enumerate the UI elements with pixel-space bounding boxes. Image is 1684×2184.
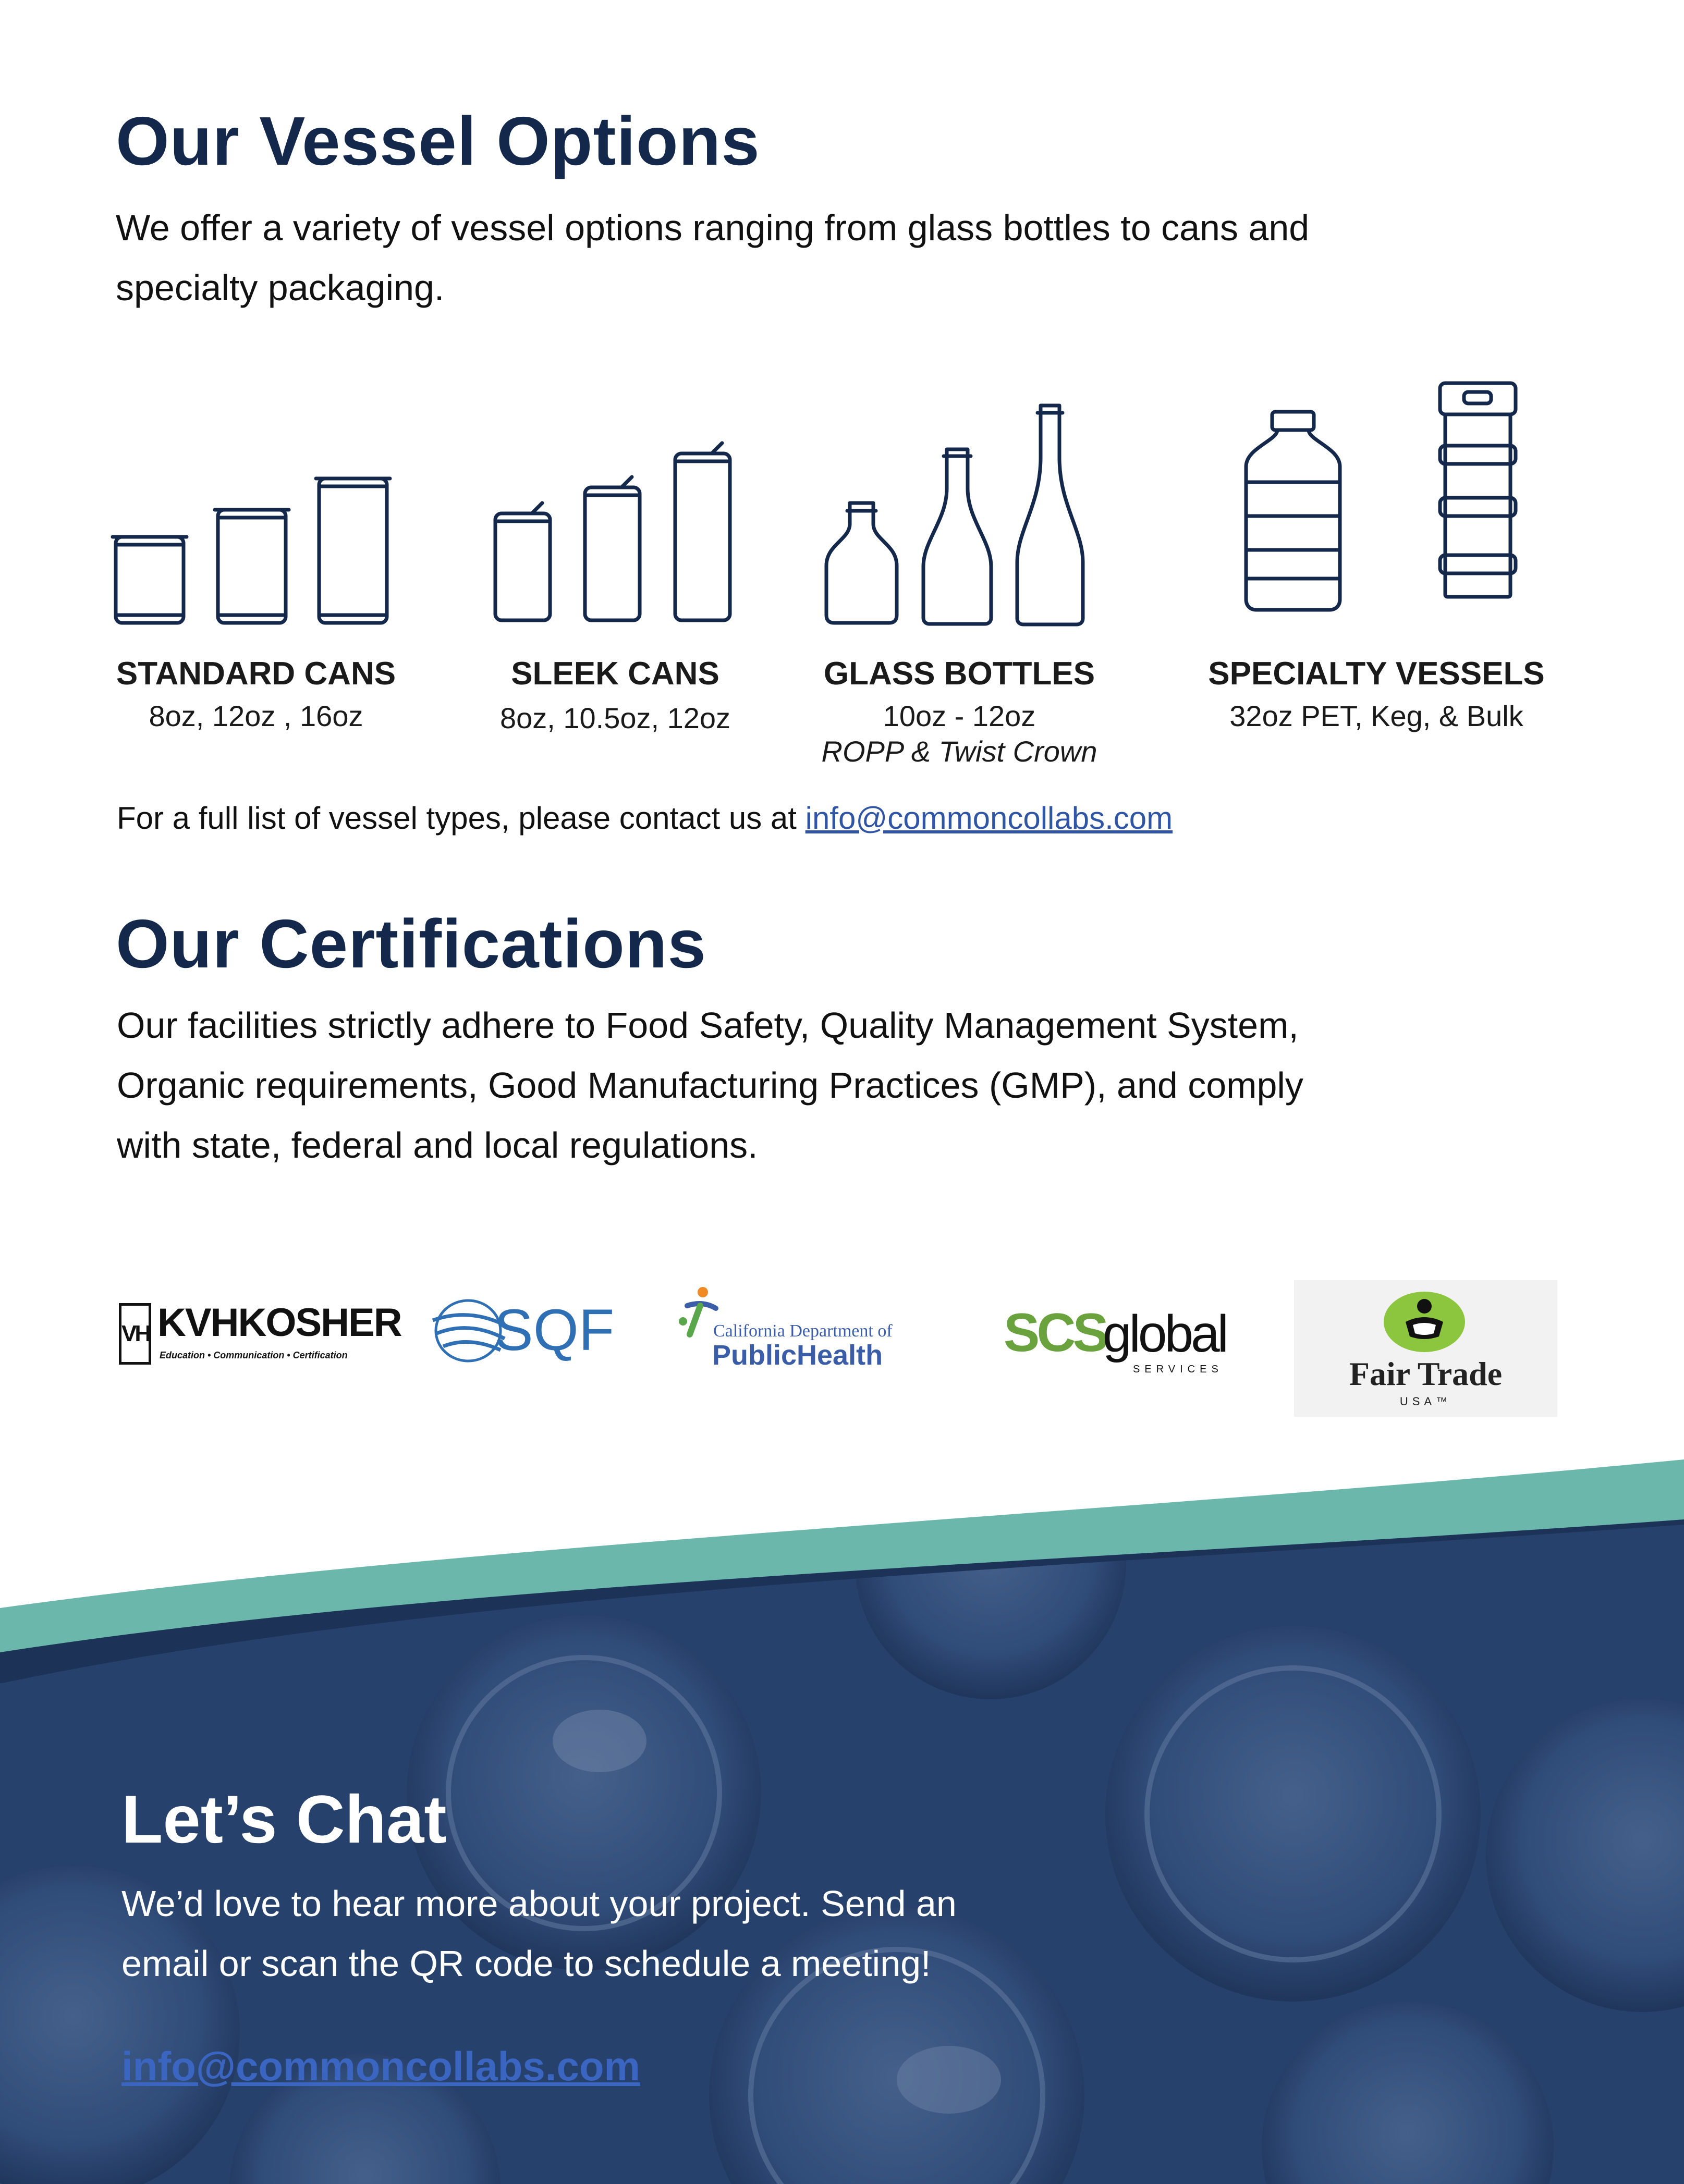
sleek-can-10-5oz-icon	[585, 477, 640, 620]
lets-chat-title: Let’s Chat	[121, 1781, 447, 1857]
vessel-contact-email-link[interactable]: info@commoncollabs.com	[805, 801, 1173, 836]
vessel-category-sizes-standard: 8oz, 12oz , 16oz	[149, 700, 363, 732]
lets-chat-text	[121, 1874, 1268, 1994]
certifications-title: Our Certifications	[116, 905, 706, 982]
vessel-intro-line-2: specialty packaging.	[116, 267, 445, 308]
certifications-line-2: Organic requirements, Good Manufacturing Practices (GMP), and comply	[117, 1065, 1303, 1106]
vessel-contact-line	[117, 803, 1173, 834]
vessel-category-note-glass: ROPP & Twist Crown	[821, 735, 1097, 768]
standard-can-16oz-icon	[316, 478, 390, 623]
glass-bottle-medium-icon	[923, 449, 991, 624]
glass-bottle-tall-icon	[1017, 406, 1083, 624]
certifications-line-3: with state, federal and local regulations.	[117, 1125, 758, 1165]
keg-icon	[1440, 383, 1516, 597]
vessel-category-title-glass: GLASS BOTTLES	[823, 656, 1095, 692]
kvh-name: KVHKOSHER	[157, 1300, 401, 1345]
vessel-category-sizes-specialty: 32oz PET, Keg, & Bulk	[1229, 700, 1523, 732]
standard-can-8oz-icon	[113, 537, 187, 623]
vessel-category-title-specialty: SPECIALTY VESSELS	[1208, 656, 1545, 692]
glass-bottle-small-icon	[826, 503, 897, 623]
scs-services-text: SERVICES	[1133, 1364, 1223, 1375]
vessel-contact-prefix: For a full list of vessel types, please contact us at	[117, 801, 806, 836]
fair-trade-logo	[1294, 1280, 1557, 1417]
sqf-logo	[428, 1292, 615, 1370]
vessel-options-intro	[116, 198, 1576, 318]
fair-trade-text: Fair Trade	[1349, 1355, 1503, 1392]
scs-global-logo	[1004, 1303, 1243, 1384]
kvh-tagline: Education • Communication • Certification	[160, 1350, 348, 1360]
certifications-text	[117, 996, 1629, 1175]
vessel-icons	[0, 365, 1684, 636]
pet-bottle-icon	[1246, 412, 1340, 610]
lets-chat-line-2: email or scan the QR code to schedule a meeting!	[121, 1943, 931, 1984]
lets-chat-line-1: We’d love to hear more about your project. Send an	[121, 1883, 957, 1924]
cdph-logo	[677, 1285, 948, 1371]
scs-global-text: global	[1103, 1305, 1226, 1363]
vessel-intro-line-1: We offer a variety of vessel options ranging from glass bottles to cans and	[116, 207, 1310, 248]
cdph-line-1: California Department of	[713, 1321, 893, 1341]
sqf-text: SQF	[494, 1297, 615, 1363]
vessel-category-sizes-glass: 10oz - 12oz	[883, 700, 1036, 732]
vessel-category-title-sleek: SLEEK CANS	[511, 656, 719, 692]
fair-trade-emblem-icon	[1383, 1291, 1466, 1353]
vessel-options-title: Our Vessel Options	[116, 103, 760, 179]
sleek-can-12oz-icon	[675, 443, 730, 620]
vessel-category-sizes-sleek: 8oz, 10.5oz, 12oz	[499, 702, 731, 734]
fair-trade-usa-text: USA™	[1399, 1395, 1452, 1408]
cdph-figure-icon	[677, 1285, 718, 1347]
certifications-line-1: Our facilities strictly adhere to Food Safety, Quality Management System,	[117, 1005, 1299, 1046]
kvh-kosher-logo	[119, 1300, 401, 1368]
sleek-can-8oz-icon	[495, 503, 550, 620]
cdph-line-2: PublicHealth	[712, 1340, 883, 1371]
standard-can-12oz-icon	[215, 510, 289, 623]
kvh-mark: VH	[119, 1303, 151, 1365]
scs-text: SCS	[1004, 1303, 1106, 1363]
footer-email-link[interactable]: info@commoncollabs.com	[121, 2043, 640, 2089]
vessel-category-title-standard: STANDARD CANS	[116, 656, 396, 692]
